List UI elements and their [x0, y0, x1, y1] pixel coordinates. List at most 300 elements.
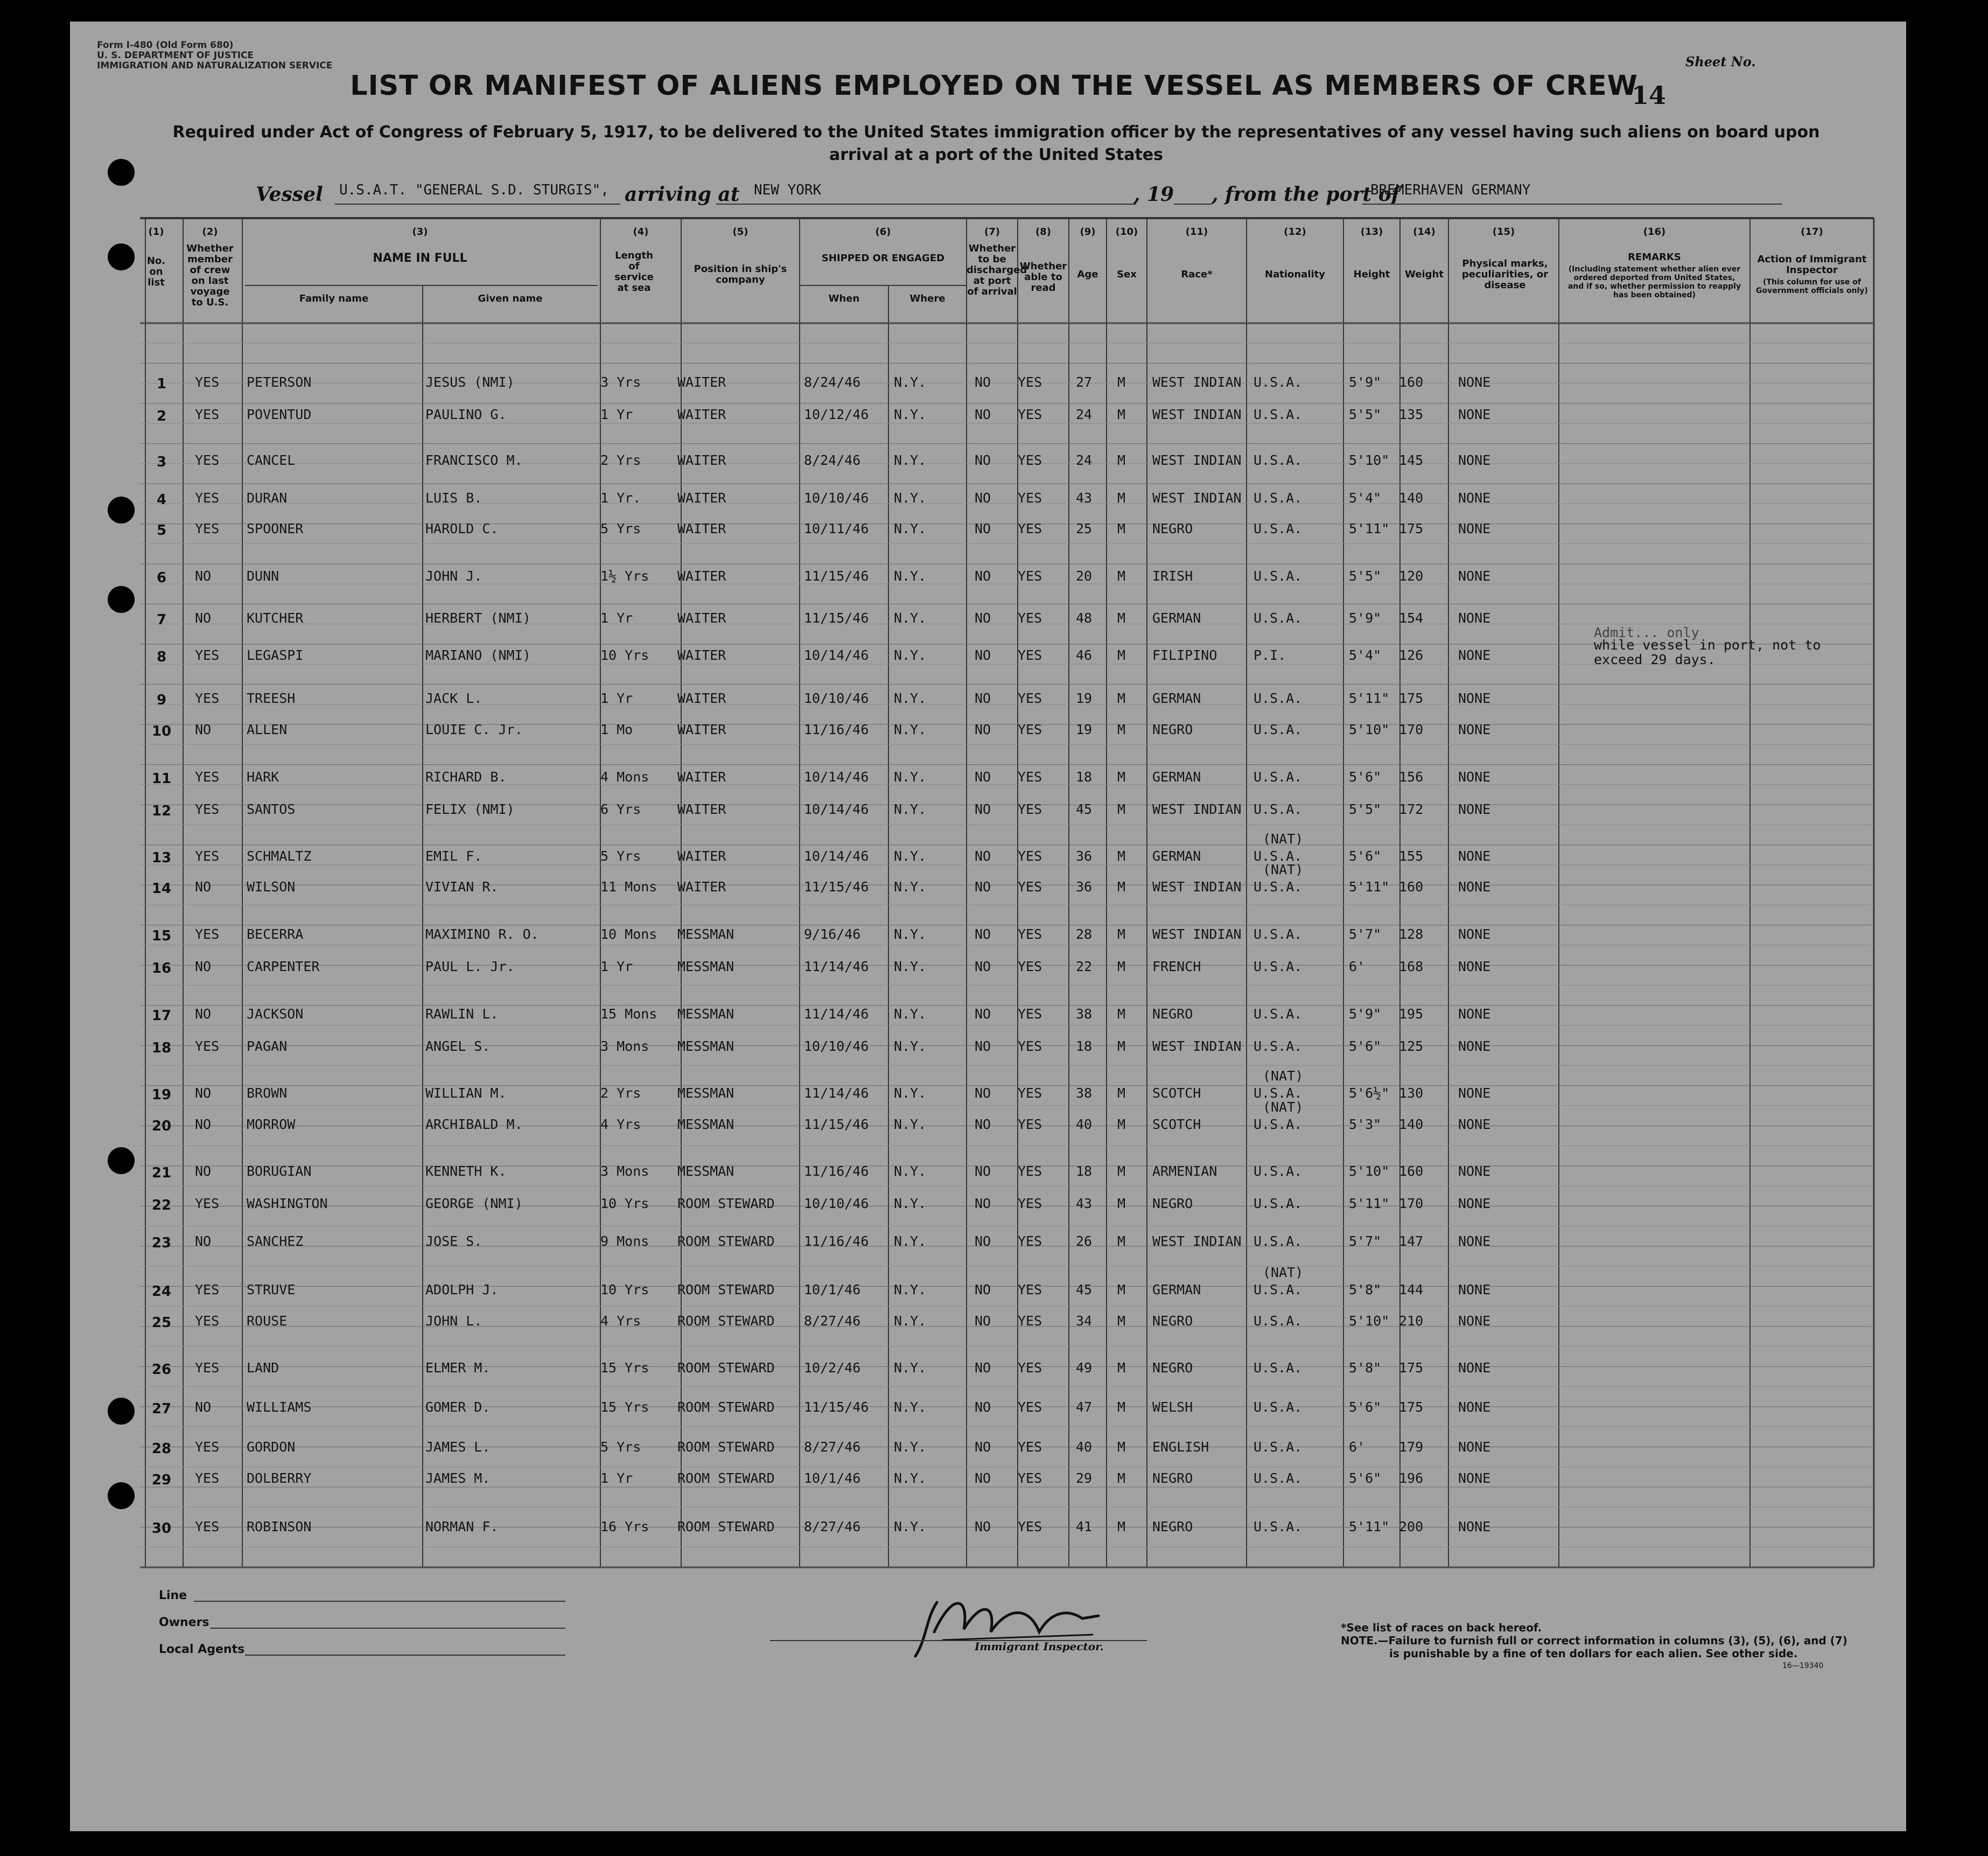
arriving-underline	[716, 204, 1136, 205]
cell-position: WAITER	[677, 490, 726, 506]
cell-position: WAITER	[677, 879, 726, 895]
page-title: LIST OR MANIFEST OF ALIENS EMPLOYED ON THE VESSEL AS MEMBERS OF CREW	[350, 70, 1638, 102]
cell-disch: NO	[975, 1399, 991, 1415]
cell-sex: M	[1117, 452, 1126, 468]
owners-label: Owners	[159, 1616, 209, 1629]
cell-family: KUTCHER	[247, 610, 304, 626]
cell-sex: M	[1117, 610, 1126, 626]
cell-height: 5'8"	[1349, 1360, 1382, 1376]
cell-family: DURAN	[247, 490, 288, 506]
cell-sex: M	[1117, 521, 1126, 536]
cell-read: YES	[1018, 1233, 1042, 1249]
cell-family: CANCEL	[247, 452, 296, 468]
row-number: 29	[151, 1472, 172, 1488]
arriving-port: NEW YORK	[754, 182, 822, 198]
cell-position: MESSMAN	[677, 1038, 734, 1054]
cell-weight: 160	[1399, 1163, 1424, 1179]
punch-hole	[108, 243, 135, 270]
cell-given: MAXIMINO R. O.	[425, 926, 539, 942]
cell-nat: U.S.A.	[1254, 1085, 1303, 1101]
cell-given: KENNETH K.	[425, 1163, 507, 1179]
cell-family: LAND	[247, 1360, 279, 1376]
cell-nat: U.S.A.	[1254, 1038, 1303, 1054]
cell-nat: U.S.A.	[1254, 1282, 1303, 1297]
cell-weight: 140	[1399, 1117, 1424, 1132]
cell-disch: NO	[975, 610, 991, 626]
cell-family: POVENTUD	[247, 407, 312, 422]
cell-marks: NONE	[1458, 647, 1491, 663]
cell-race: WEST INDIAN	[1152, 407, 1242, 422]
cell-disch: NO	[975, 521, 991, 536]
cell-when: 8/24/46	[804, 374, 861, 390]
cell-read: YES	[1018, 490, 1042, 506]
cell-weight: 170	[1399, 722, 1424, 737]
cell-marks: NONE	[1458, 490, 1491, 506]
cell-age: 24	[1076, 452, 1093, 468]
cell-weight: 156	[1399, 769, 1424, 785]
cell-weight: 154	[1399, 610, 1424, 626]
cell-service: 10 Yrs	[600, 647, 649, 663]
cell-weight: 172	[1399, 801, 1424, 817]
cell-service: 2 Yrs	[600, 452, 641, 468]
cell-when: 11/16/46	[804, 1233, 869, 1249]
cell-when: 11/16/46	[804, 1163, 869, 1179]
cell-age: 24	[1076, 407, 1093, 422]
cell-where: N.Y.	[894, 801, 927, 817]
cell-when: 10/10/46	[804, 690, 869, 706]
cell-disch: NO	[975, 1196, 991, 1211]
cell-service: 1½ Yrs	[600, 568, 649, 584]
cell-height: 5'3"	[1349, 1117, 1382, 1132]
cell-sex: M	[1117, 1163, 1126, 1179]
cell-age: 34	[1076, 1313, 1093, 1329]
cell-read: YES	[1018, 647, 1042, 663]
col-num-4: (4)	[633, 226, 649, 238]
cell-given: HAROLD C.	[425, 521, 499, 536]
cell-sex: M	[1117, 1006, 1126, 1022]
cell-sex: M	[1117, 959, 1126, 974]
cell-where: N.Y.	[894, 690, 927, 706]
cell-nat: U.S.A.	[1254, 1439, 1303, 1455]
cell-read: YES	[1018, 926, 1042, 942]
cell-disch: NO	[975, 452, 991, 468]
cell-sex: M	[1117, 1085, 1126, 1101]
cell-age: 29	[1076, 1470, 1093, 1486]
cell-weight: 120	[1399, 568, 1424, 584]
punch-hole	[108, 497, 135, 524]
cell-nat: U.S.A.	[1254, 1233, 1303, 1249]
cell-position: WAITER	[677, 722, 726, 737]
cell-family: JACKSON	[247, 1006, 304, 1022]
cell-nat: U.S.A.	[1254, 1196, 1303, 1211]
cell-nat: U.S.A.	[1254, 1399, 1303, 1415]
punch-hole	[108, 159, 135, 186]
cell-height: 5'10"	[1349, 1163, 1390, 1179]
cell-disch: NO	[975, 1117, 991, 1132]
cell-marks: NONE	[1458, 722, 1491, 737]
col-header-given: Given name	[478, 293, 543, 304]
cell-when: 10/10/46	[804, 490, 869, 506]
cell-service: 4 Mons	[600, 769, 649, 785]
cell-given: ANGEL S.	[425, 1038, 491, 1054]
col-header-remarks: REMARKS	[1628, 252, 1681, 263]
col-num-13: (13)	[1360, 226, 1383, 238]
cell-age: 27	[1076, 374, 1093, 390]
cell-when: 10/10/46	[804, 1038, 869, 1054]
cell-service: 11 Mons	[600, 879, 657, 895]
cell-nat: P.I.	[1254, 647, 1286, 663]
cell-nat: U.S.A.	[1254, 1163, 1303, 1179]
cell-height: 6'	[1349, 959, 1366, 974]
cell-age: 19	[1076, 690, 1093, 706]
cell-sex: M	[1117, 407, 1126, 422]
cell-service: 6 Yrs	[600, 801, 641, 817]
cell-family: SPOONER	[247, 521, 304, 536]
cell-marks: NONE	[1458, 1470, 1491, 1486]
cell-read: YES	[1018, 959, 1042, 974]
cell-crew: YES	[195, 690, 220, 706]
cell-where: N.Y.	[894, 1439, 927, 1455]
row-number: 9	[156, 692, 167, 708]
cell-nat: U.S.A.	[1254, 1006, 1303, 1022]
cell-position: WAITER	[677, 374, 726, 390]
cell-nat: U.S.A.	[1254, 722, 1303, 737]
cell-given: FELIX (NMI)	[425, 801, 515, 817]
cell-given: JOHN L.	[425, 1313, 482, 1329]
cell-when: 10/12/46	[804, 407, 869, 422]
cell-disch: NO	[975, 1519, 991, 1534]
cell-weight: 168	[1399, 959, 1424, 974]
cell-position: MESSMAN	[677, 1085, 734, 1101]
row-number: 22	[151, 1197, 172, 1213]
cell-read: YES	[1018, 1163, 1042, 1179]
cell-sex: M	[1117, 1196, 1126, 1211]
cell-height: 5'5"	[1349, 801, 1382, 817]
row-number: 13	[151, 850, 172, 866]
cell-where: N.Y.	[894, 452, 927, 468]
footnote: *See list of races on back hereof. NOTE.—Failure to furnish full or correct information in columns (3), (5), (6), and (7) is punishable by a fine of ten dollars for each alien. See other side.	[1341, 1621, 1847, 1660]
col-header-action: Action of Immigrant Inspector	[1757, 254, 1867, 276]
cell-race: FRENCH	[1152, 959, 1201, 974]
cell-when: 11/15/46	[804, 568, 869, 584]
cell-where: N.Y.	[894, 926, 927, 942]
cell-position: MESSMAN	[677, 959, 734, 974]
col-num-14: (14)	[1413, 226, 1436, 238]
col-num-17: (17)	[1801, 226, 1823, 238]
from-port-underline	[1362, 204, 1782, 205]
cell-when: 10/14/46	[804, 769, 869, 785]
cell-when: 11/15/46	[804, 1399, 869, 1415]
cell-height: 5'8"	[1349, 1282, 1382, 1297]
cell-where: N.Y.	[894, 1038, 927, 1054]
signature-caption: Immigrant Inspector.	[975, 1640, 1104, 1653]
cell-weight: 175	[1399, 1399, 1424, 1415]
cell-when: 10/10/46	[804, 1196, 869, 1211]
cell-read: YES	[1018, 722, 1042, 737]
cell-race: GERMAN	[1152, 848, 1201, 864]
cell-disch: NO	[975, 959, 991, 974]
cell-given: WILLIAN M.	[425, 1085, 507, 1101]
cell-marks: NONE	[1458, 1360, 1491, 1376]
cell-when: 8/27/46	[804, 1439, 861, 1455]
row-number: 24	[151, 1283, 172, 1300]
cell-where: N.Y.	[894, 1006, 927, 1022]
cell-age: 18	[1076, 1163, 1093, 1179]
cell-service: 4 Yrs	[600, 1117, 641, 1132]
punch-hole	[108, 1147, 135, 1174]
cell-age: 19	[1076, 722, 1093, 737]
cell-marks: NONE	[1458, 1038, 1491, 1054]
cell-where: N.Y.	[894, 1470, 927, 1486]
cell-age: 26	[1076, 1233, 1093, 1249]
cell-crew: NO	[195, 568, 212, 584]
sheet-number: 14	[1632, 81, 1667, 110]
cell-service: 10 Mons	[600, 926, 657, 942]
cell-position: MESSMAN	[677, 1006, 734, 1022]
year-underline	[1174, 204, 1212, 205]
from-port: BREMERHAVEN GERMANY	[1370, 182, 1531, 198]
cell-nat: U.S.A.	[1254, 490, 1303, 506]
cell-disch: NO	[975, 848, 991, 864]
cell-crew: YES	[195, 848, 220, 864]
cell-where: N.Y.	[894, 490, 927, 506]
cell-race: WEST INDIAN	[1152, 879, 1242, 895]
cell-nat-note: (NAT)	[1263, 1099, 1304, 1115]
cell-marks: NONE	[1458, 521, 1491, 536]
col-header-service: Length of service at sea	[614, 250, 654, 294]
cell-nat: U.S.A.	[1254, 374, 1303, 390]
cell-read: YES	[1018, 452, 1042, 468]
page-subtitle: Required under Act of Congress of February 5, 1917, to be delivered to the United States immigration officer by the representatives of any vessel having such aliens on board upon arrival at a port of the United States	[172, 123, 1820, 164]
cell-where: N.Y.	[894, 1196, 927, 1211]
cell-family: PETERSON	[247, 374, 312, 390]
cell-nat-note: (NAT)	[1263, 1068, 1304, 1084]
row-number: 16	[151, 960, 172, 976]
cell-crew: YES	[195, 1360, 220, 1376]
cell-service: 15 Mons	[600, 1006, 657, 1022]
cell-position: ROOM STEWARD	[677, 1439, 775, 1455]
cell-position: MESSMAN	[677, 926, 734, 942]
cell-height: 5'9"	[1349, 610, 1382, 626]
cell-given: NORMAN F.	[425, 1519, 499, 1534]
cell-sex: M	[1117, 1399, 1126, 1415]
cell-position: WAITER	[677, 801, 726, 817]
cell-position: MESSMAN	[677, 1163, 734, 1179]
col-header-family: Family name	[299, 293, 369, 304]
cell-crew: NO	[195, 1117, 212, 1132]
cell-family: GORDON	[247, 1439, 296, 1455]
cell-nat: U.S.A.	[1254, 879, 1303, 895]
cell-age: 22	[1076, 959, 1093, 974]
punch-hole	[108, 1398, 135, 1425]
cell-height: 5'6"	[1349, 1399, 1382, 1415]
cell-disch: NO	[975, 879, 991, 895]
cell-weight: 144	[1399, 1282, 1424, 1297]
cell-when: 10/14/46	[804, 647, 869, 663]
cell-read: YES	[1018, 1282, 1042, 1297]
cell-race: WEST INDIAN	[1152, 1233, 1242, 1249]
cell-read: YES	[1018, 568, 1042, 584]
cell-height: 5'4"	[1349, 647, 1382, 663]
cell-family: DOLBERRY	[247, 1470, 312, 1486]
cell-disch: NO	[975, 1006, 991, 1022]
cell-read: YES	[1018, 1439, 1042, 1455]
cell-height: 5'11"	[1349, 879, 1390, 895]
cell-nat-note: (NAT)	[1263, 1265, 1304, 1280]
cell-position: WAITER	[677, 647, 726, 663]
col-num-7: (7)	[984, 226, 1000, 238]
cell-service: 1 Yr	[600, 959, 633, 974]
cell-sex: M	[1117, 1360, 1126, 1376]
cell-disch: NO	[975, 374, 991, 390]
cell-race: WEST INDIAN	[1152, 1038, 1242, 1054]
cell-age: 25	[1076, 521, 1093, 536]
row-number: 21	[151, 1165, 172, 1181]
cell-crew: YES	[195, 521, 220, 536]
row-number: 30	[151, 1520, 172, 1537]
cell-where: N.Y.	[894, 521, 927, 536]
cell-crew: YES	[195, 490, 220, 506]
row-number: 3	[156, 454, 167, 470]
cell-read: YES	[1018, 610, 1042, 626]
cell-age: 47	[1076, 1399, 1093, 1415]
cell-sex: M	[1117, 1313, 1126, 1329]
cell-service: 5 Yrs	[600, 521, 641, 536]
cell-race: NEGRO	[1152, 722, 1193, 737]
cell-disch: NO	[975, 1085, 991, 1101]
cell-family: BROWN	[247, 1085, 288, 1101]
cell-height: 5'9"	[1349, 1006, 1382, 1022]
row-number: 25	[151, 1315, 172, 1331]
row-number: 28	[151, 1441, 172, 1457]
cell-read: YES	[1018, 521, 1042, 536]
cell-marks: NONE	[1458, 848, 1491, 864]
cell-crew: YES	[195, 374, 220, 390]
cell-given: FRANCISCO M.	[425, 452, 523, 468]
cell-service: 1 Mo	[600, 722, 633, 737]
cell-read: YES	[1018, 769, 1042, 785]
cell-nat: U.S.A.	[1254, 926, 1303, 942]
cell-height: 5'6"	[1349, 769, 1382, 785]
cell-where: N.Y.	[894, 1085, 927, 1101]
col-header-position: Position in ship's company	[694, 263, 787, 285]
cell-where: N.Y.	[894, 1399, 927, 1415]
row-number: 5	[156, 522, 167, 539]
cell-height: 5'10"	[1349, 722, 1390, 737]
cell-service: 16 Yrs	[600, 1519, 649, 1534]
cell-when: 10/1/46	[804, 1282, 861, 1297]
cell-crew: YES	[195, 926, 220, 942]
cell-marks: NONE	[1458, 1163, 1491, 1179]
cell-weight: 130	[1399, 1085, 1424, 1101]
cell-race: WEST INDIAN	[1152, 926, 1242, 942]
cell-position: WAITER	[677, 521, 726, 536]
owners-underline	[210, 1628, 565, 1629]
cell-when: 10/11/46	[804, 521, 869, 536]
cell-age: 45	[1076, 801, 1093, 817]
cell-weight: 196	[1399, 1470, 1424, 1486]
cell-given: LUIS B.	[425, 490, 482, 506]
cell-crew: NO	[195, 879, 212, 895]
from-port-label: , from the port of	[1212, 183, 1400, 206]
cell-weight: 200	[1399, 1519, 1424, 1534]
cell-family: WILSON	[247, 879, 296, 895]
form-code: 16—19340	[1782, 1662, 1824, 1670]
cell-given: ELMER M.	[425, 1360, 491, 1376]
cell-disch: NO	[975, 1038, 991, 1054]
local-agents-underline	[245, 1655, 565, 1656]
cell-when: 8/27/46	[804, 1519, 861, 1534]
cell-position: WAITER	[677, 848, 726, 864]
cell-disch: NO	[975, 1163, 991, 1179]
cell-height: 5'6"	[1349, 1038, 1382, 1054]
cell-family: ROUSE	[247, 1313, 288, 1329]
cell-position: WAITER	[677, 568, 726, 584]
inspector-signature	[905, 1581, 1120, 1667]
cell-read: YES	[1018, 1360, 1042, 1376]
cell-given: VIVIAN R.	[425, 879, 499, 895]
cell-age: 38	[1076, 1006, 1093, 1022]
cell-race: GERMAN	[1152, 769, 1201, 785]
cell-age: 48	[1076, 610, 1093, 626]
cell-nat: U.S.A.	[1254, 959, 1303, 974]
row-number: 27	[151, 1401, 172, 1417]
cell-marks: NONE	[1458, 879, 1491, 895]
cell-age: 28	[1076, 926, 1093, 942]
cell-age: 20	[1076, 568, 1093, 584]
vessel-label: Vessel	[256, 183, 323, 206]
line-underline	[194, 1601, 565, 1602]
row-number: 1	[156, 376, 167, 392]
cell-age: 36	[1076, 848, 1093, 864]
col-header-no: No. on list	[146, 255, 166, 288]
remarks-line-3: exceed 29 days.	[1594, 652, 1716, 667]
col-header-sex: Sex	[1117, 269, 1137, 280]
col-header-weight: Weight	[1405, 269, 1444, 280]
row-number: 20	[151, 1118, 172, 1134]
cell-service: 10 Yrs	[600, 1282, 649, 1297]
col-num-16: (16)	[1643, 226, 1666, 238]
cell-age: 46	[1076, 647, 1093, 663]
cell-age: 43	[1076, 490, 1093, 506]
cell-race: WEST INDIAN	[1152, 490, 1242, 506]
cell-sex: M	[1117, 568, 1126, 584]
cell-service: 5 Yrs	[600, 848, 641, 864]
cell-where: N.Y.	[894, 1117, 927, 1132]
cell-crew: YES	[195, 647, 220, 663]
cell-disch: NO	[975, 1360, 991, 1376]
cell-weight: 135	[1399, 407, 1424, 422]
cell-crew: NO	[195, 610, 212, 626]
cell-weight: 175	[1399, 521, 1424, 536]
cell-sex: M	[1117, 490, 1126, 506]
cell-service: 10 Yrs	[600, 1196, 649, 1211]
cell-crew: NO	[195, 1399, 212, 1415]
cell-weight: 147	[1399, 1233, 1424, 1249]
cell-service: 1 Yr	[600, 610, 633, 626]
cell-height: 5'11"	[1349, 690, 1390, 706]
cell-service: 3 Mons	[600, 1163, 649, 1179]
col-num-11: (11)	[1185, 226, 1208, 238]
cell-crew: YES	[195, 801, 220, 817]
year-label: , 19	[1133, 183, 1174, 206]
cell-sex: M	[1117, 1038, 1126, 1054]
cell-disch: NO	[975, 769, 991, 785]
cell-race: NEGRO	[1152, 1196, 1193, 1211]
cell-where: N.Y.	[894, 848, 927, 864]
cell-sex: M	[1117, 848, 1126, 864]
cell-marks: NONE	[1458, 452, 1491, 468]
